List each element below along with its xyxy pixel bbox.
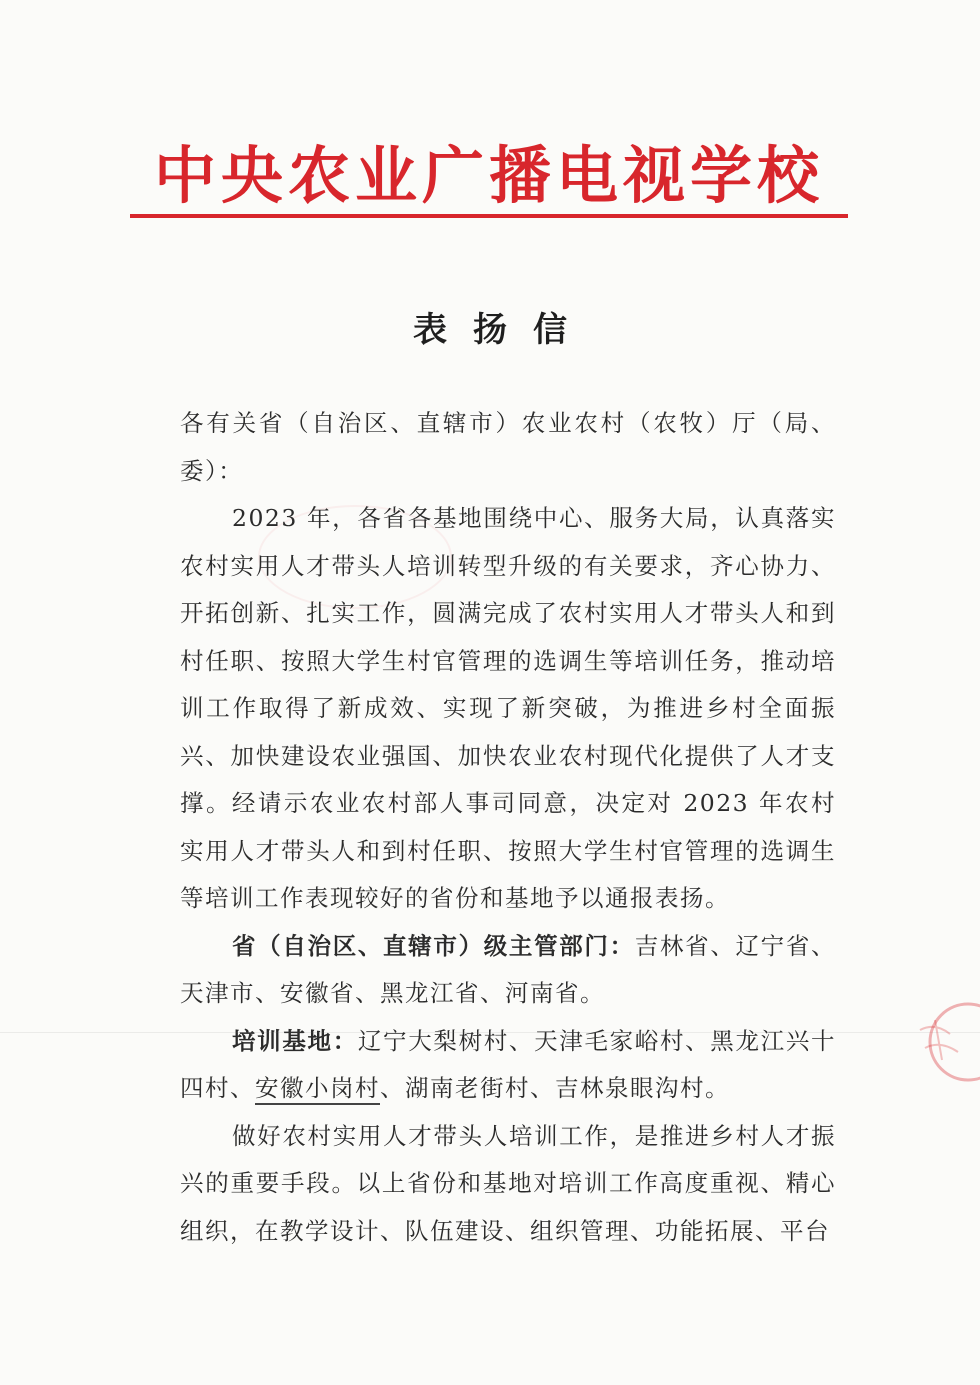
paragraph-2-label: 省（自治区、直辖市）级主管部门： [232, 931, 635, 960]
letter-title: 表扬信 [413, 310, 593, 350]
paragraph-3-text-b: 、湖南老街村、吉林泉眼沟村。 [380, 1074, 730, 1102]
paragraph-3-text-a: 辽宁大梨树村、天津毛家峪村、黑龙江兴十四村、 [180, 1026, 837, 1102]
paragraph-3-label: 培训基地： [232, 1026, 358, 1055]
salutation: 各有关省（自治区、直辖市）农业农村（农牧）厅（局、委）： [180, 409, 836, 485]
paragraph-4: 做好农村实用人才带头人培训工作，是推进乡村人才振兴的重要手段。以上省份和基地对培训工作高度重视、精心组织，在教学设计、队伍建设、组织管理、功能拓展、平台 [180, 1121, 836, 1245]
masthead-red-rule [130, 214, 848, 218]
letter-body [180, 400, 836, 1255]
paragraph-2-text: 吉林省、辽宁省、天津市、安徽省、黑龙江省、河南省。 [180, 931, 837, 1007]
paragraph-2 [180, 923, 836, 1018]
stamp-edge [880, 1000, 980, 1084]
red-stamp-fragment-icon [880, 1000, 980, 1084]
paragraph-3-underlined: 安徽小岗村 [255, 1074, 380, 1105]
masthead: 中央农业广播电视学校 [153, 139, 824, 212]
paragraph-1: 2023 年，各省各基地围绕中心、服务大局，认真落实农村实用人才带头人培训转型升级的有关要求，齐心协力、开拓创新、扎实工作，圆满完成了农村实用人才带头人和到村任职、按照大学生村官管理的选调生等培训任务，推动培训工作取得了新成效、实现了新突破，为推进乡村全面振兴、加快建设农业强国、加快农业农村现代化提供了人才支撑。经请示农业农村部人事司同意，决定对 2023 年农村实用人才带头人和到村任职、按照大学生村官管理的选调生等培训工作表现较好的省份和基地予以通报表扬。 [180, 504, 836, 912]
page-fold-line [0, 1032, 980, 1033]
